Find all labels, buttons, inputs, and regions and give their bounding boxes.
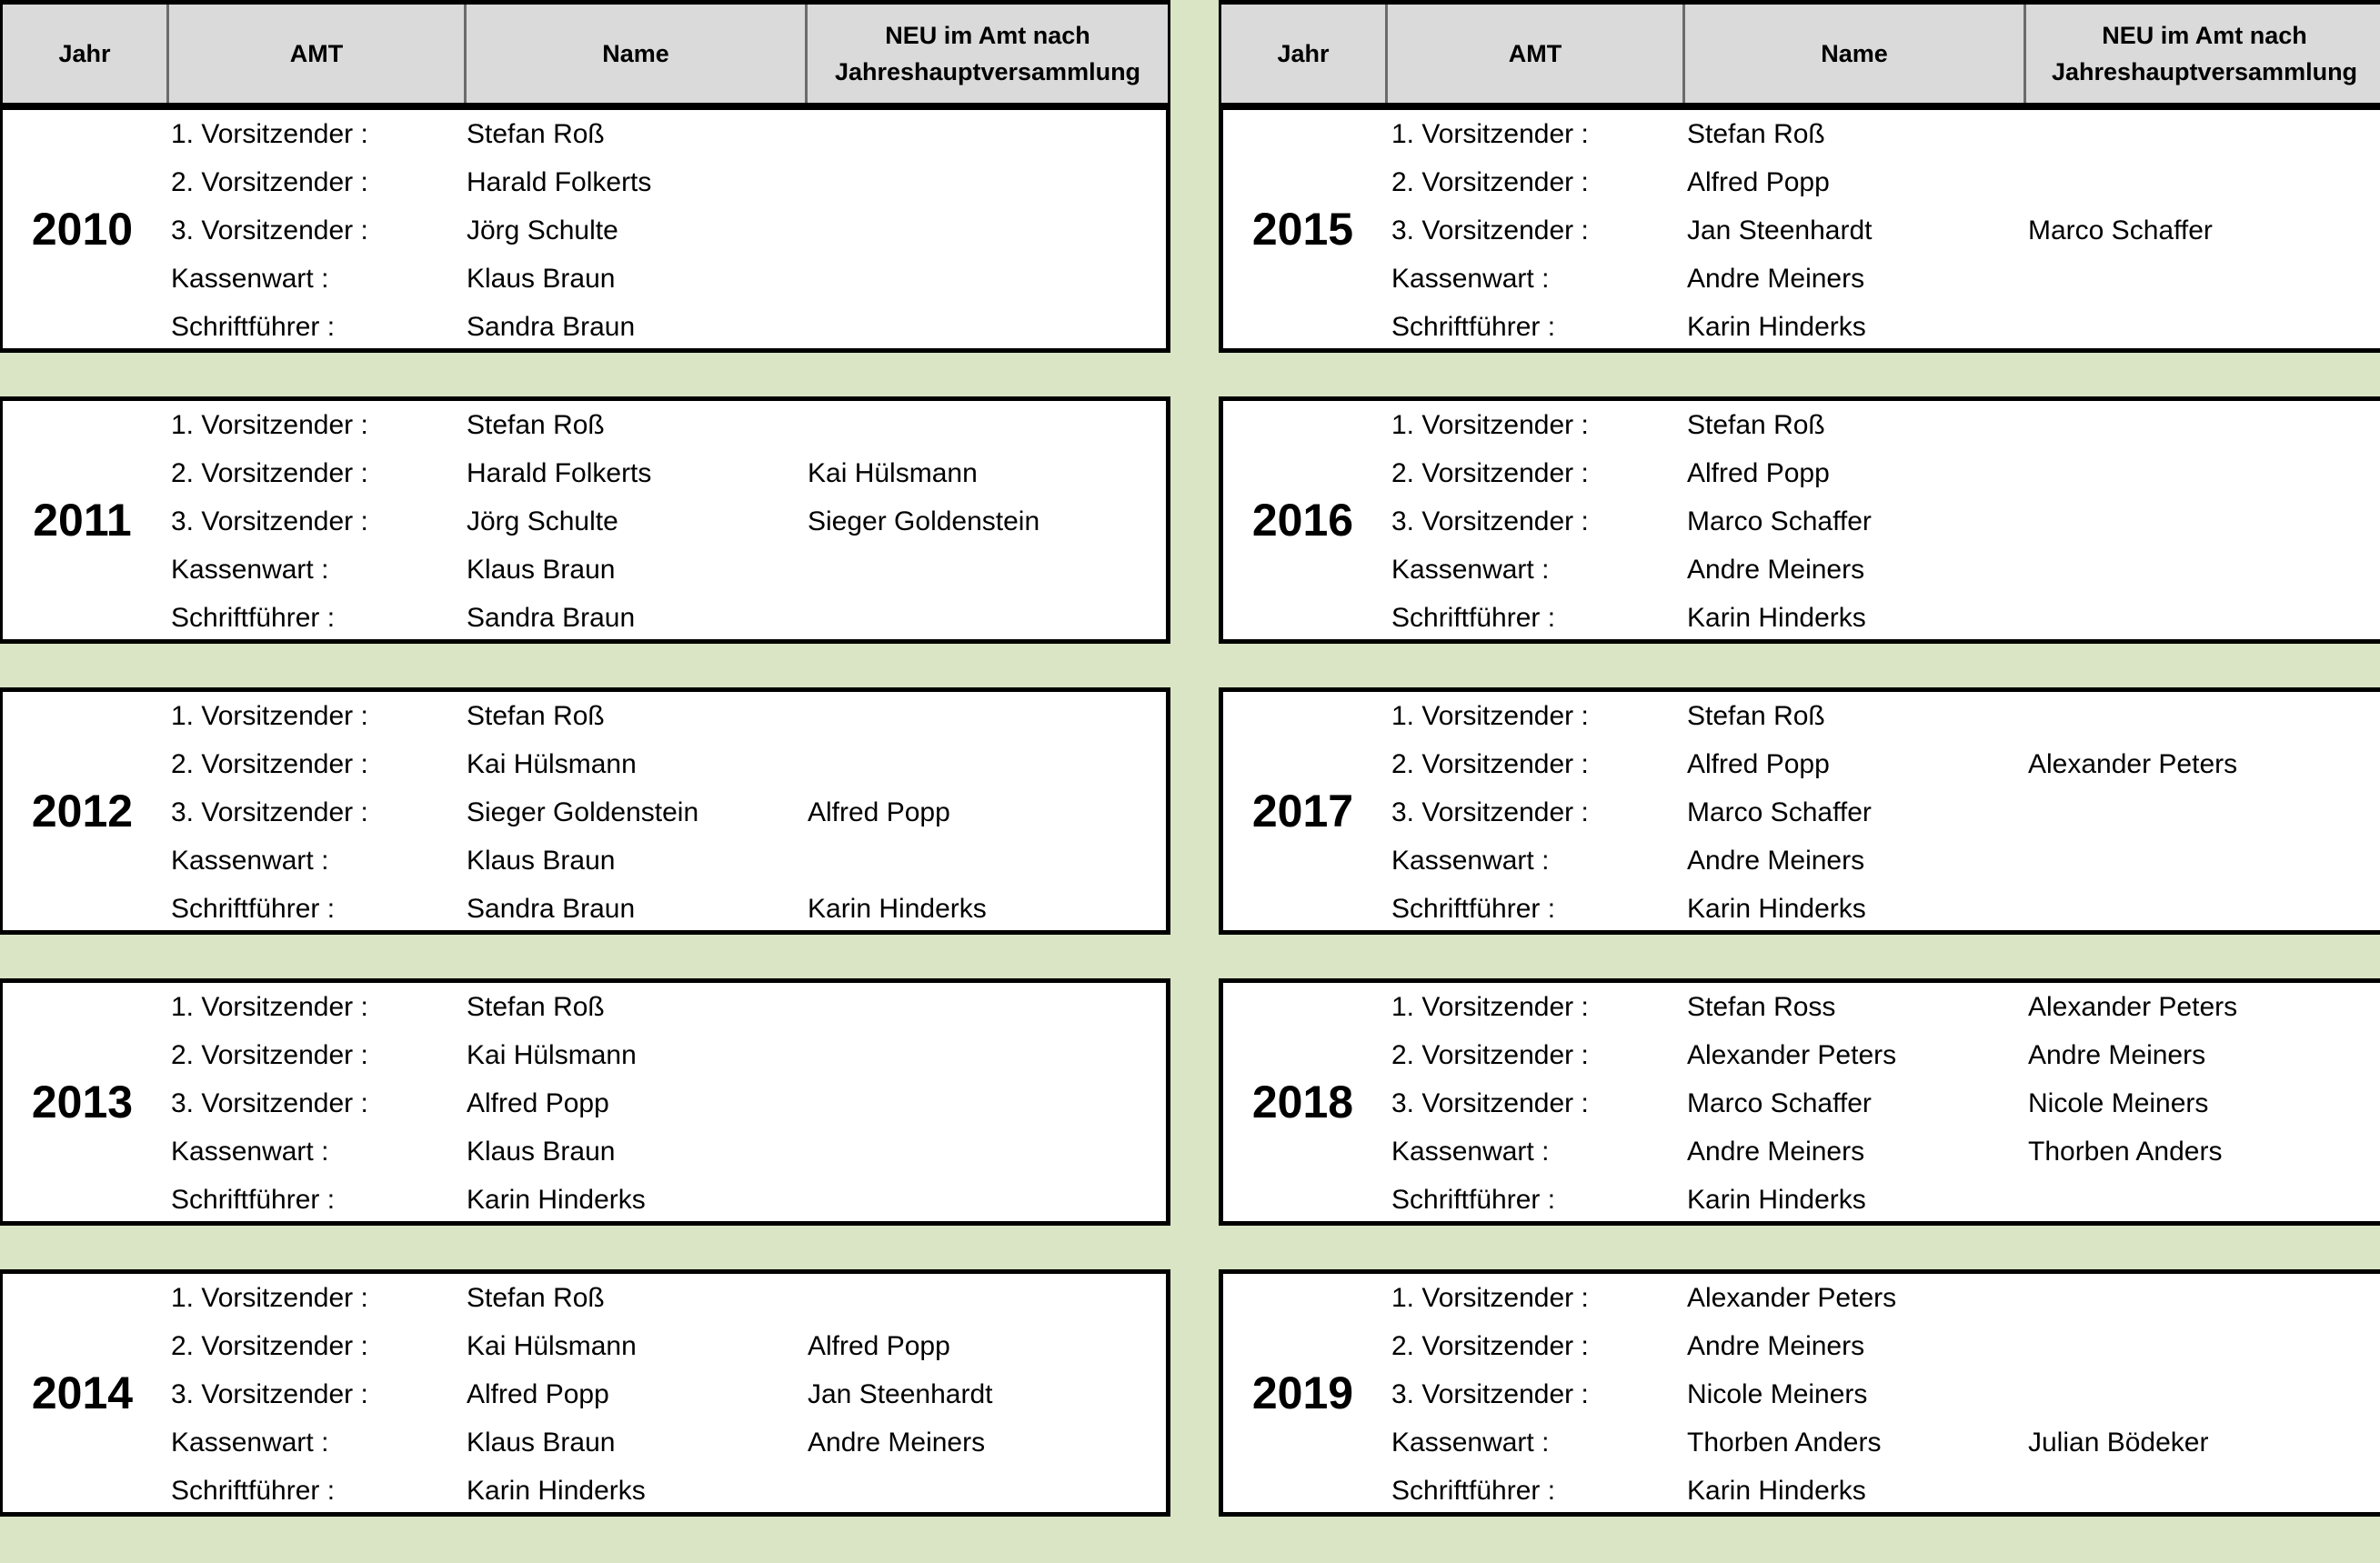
office-cell: 3. Vorsitzender : <box>1391 506 1589 536</box>
name-cell: Harald Folkerts <box>467 458 652 488</box>
table-row <box>1223 1079 2380 1127</box>
table-row <box>3 401 1166 449</box>
year-block <box>1219 1269 2380 1517</box>
table-row <box>3 110 1166 158</box>
new-officer-cell: Julian Bödeker <box>2028 1428 2209 1458</box>
name-cell: Klaus Braun <box>467 1428 616 1458</box>
table-row <box>3 1176 1166 1224</box>
new-officer-cell: Andre Meiners <box>2028 1040 2206 1070</box>
name-cell: Alexander Peters <box>1687 1040 1897 1070</box>
table-row <box>1223 158 2380 206</box>
table-row <box>3 255 1166 303</box>
name-cell: Stefan Roß <box>1687 410 1825 440</box>
header-jahr: Jahr <box>1277 40 1330 67</box>
name-cell: Stefan Roß <box>467 701 605 731</box>
office-cell: 2. Vorsitzender : <box>1391 1040 1589 1070</box>
office-cell: 3. Vorsitzender : <box>171 797 368 827</box>
header-neu-line2: Jahreshauptversammlung <box>834 58 1141 85</box>
table-row <box>3 206 1166 255</box>
name-cell: Thorben Anders <box>1687 1428 1882 1458</box>
year-label: 2018 <box>1251 1077 1354 1127</box>
table-row <box>3 837 1166 885</box>
name-cell: Andre Meiners <box>1687 1137 1865 1167</box>
name-cell: Karin Hinderks <box>467 1185 646 1215</box>
table-row <box>3 546 1166 594</box>
table-row <box>3 594 1166 642</box>
table-row <box>3 1370 1166 1418</box>
year-label: 2019 <box>1251 1368 1354 1418</box>
table-row <box>3 1079 1166 1127</box>
table-row <box>3 1322 1166 1370</box>
new-officer-cell: Alfred Popp <box>808 1331 950 1361</box>
table-row <box>1223 1274 2380 1322</box>
table-row <box>1223 1176 2380 1224</box>
table-row <box>1223 303 2380 351</box>
office-cell: Schriftführer : <box>171 894 336 924</box>
office-cell: Schriftführer : <box>171 312 336 342</box>
name-cell: Alfred Popp <box>1687 458 1830 488</box>
year-block <box>0 1269 1170 1517</box>
table-row <box>3 1031 1166 1079</box>
table-row <box>1223 885 2380 933</box>
name-cell: Alfred Popp <box>1687 749 1830 779</box>
year-block <box>1219 396 2380 644</box>
office-cell: 1. Vorsitzender : <box>171 410 368 440</box>
name-cell: Karin Hinderks <box>1687 1185 1866 1215</box>
table-row <box>3 692 1166 740</box>
table-row <box>1223 449 2380 497</box>
header-neu-line1: NEU im Amt nach <box>2102 22 2307 49</box>
name-cell: Andre Meiners <box>1687 555 1865 585</box>
office-cell: Kassenwart : <box>1391 264 1550 294</box>
new-officer-cell: Marco Schaffer <box>2028 215 2213 245</box>
name-cell: Stefan Roß <box>1687 119 1825 149</box>
header-neu <box>2024 5 2380 103</box>
year-block <box>0 687 1170 935</box>
office-cell: Schriftführer : <box>1391 1185 1556 1215</box>
new-officer-cell: Alexander Peters <box>2028 749 2238 779</box>
name-cell: Jan Steenhardt <box>1687 215 1873 245</box>
table-row <box>1223 1031 2380 1079</box>
office-cell: 1. Vorsitzender : <box>1391 992 1589 1022</box>
office-cell: Kassenwart : <box>171 555 329 585</box>
office-cell: 3. Vorsitzender : <box>1391 797 1589 827</box>
table-row <box>3 1274 1166 1322</box>
year-label: 2015 <box>1251 204 1354 255</box>
name-cell: Klaus Braun <box>467 846 616 876</box>
name-cell: Alfred Popp <box>1687 167 1830 197</box>
name-cell: Kai Hülsmann <box>467 749 637 779</box>
table-row <box>3 983 1166 1031</box>
table-row <box>1223 497 2380 546</box>
new-officer-cell: Alfred Popp <box>808 797 950 827</box>
office-cell: 2. Vorsitzender : <box>171 1331 368 1361</box>
name-cell: Andre Meiners <box>1687 846 1865 876</box>
office-cell: Schriftführer : <box>171 603 336 633</box>
table-row <box>3 740 1166 788</box>
new-officer-cell: Karin Hinderks <box>808 894 987 924</box>
table-row <box>1223 837 2380 885</box>
header-amt: AMT <box>166 5 464 103</box>
table-row <box>1223 1322 2380 1370</box>
name-cell: Stefan Ross <box>1687 992 1836 1022</box>
year-block <box>1219 105 2380 353</box>
table-row <box>1223 206 2380 255</box>
name-cell: Karin Hinderks <box>1687 1476 1866 1506</box>
office-cell: 2. Vorsitzender : <box>171 749 368 779</box>
office-cell: 1. Vorsitzender : <box>171 119 368 149</box>
table-row <box>3 1127 1166 1176</box>
table-row <box>1223 1467 2380 1515</box>
table-row <box>3 1467 1166 1515</box>
header-neu <box>805 5 1168 103</box>
table-row <box>1223 788 2380 837</box>
office-cell: 2. Vorsitzender : <box>171 458 368 488</box>
office-cell: 1. Vorsitzender : <box>1391 410 1589 440</box>
name-cell: Alfred Popp <box>467 1379 609 1409</box>
name-cell: Alfred Popp <box>467 1088 609 1118</box>
year-block <box>0 978 1170 1226</box>
new-officer-cell: Thorben Anders <box>2028 1137 2223 1167</box>
table-row <box>1223 1418 2380 1467</box>
new-officer-cell: Andre Meiners <box>808 1428 986 1458</box>
name-cell: Kai Hülsmann <box>467 1331 637 1361</box>
office-cell: Schriftführer : <box>1391 603 1556 633</box>
year-block <box>0 396 1170 644</box>
name-cell: Sandra Braun <box>467 894 636 924</box>
name-cell: Andre Meiners <box>1687 264 1865 294</box>
office-cell: Kassenwart : <box>1391 846 1550 876</box>
header-row-left <box>0 0 1170 107</box>
table-row <box>1223 255 2380 303</box>
header-amt: AMT <box>1385 5 1682 103</box>
header-neu-line1: NEU im Amt nach <box>885 22 1090 49</box>
name-cell: Marco Schaffer <box>1687 1088 1872 1118</box>
office-cell: 1. Vorsitzender : <box>1391 1283 1589 1313</box>
office-cell: 2. Vorsitzender : <box>171 167 368 197</box>
year-block <box>1219 687 2380 935</box>
office-cell: 1. Vorsitzender : <box>171 1283 368 1313</box>
header-name: Name <box>1682 5 2024 103</box>
office-cell: 3. Vorsitzender : <box>171 1379 368 1409</box>
name-cell: Karin Hinderks <box>467 1476 646 1506</box>
table-row <box>1223 983 2380 1031</box>
office-cell: 3. Vorsitzender : <box>171 1088 368 1118</box>
office-cell: 3. Vorsitzender : <box>171 215 368 245</box>
name-cell: Sandra Braun <box>467 603 636 633</box>
office-cell: 3. Vorsitzender : <box>171 506 368 536</box>
office-cell: 2. Vorsitzender : <box>1391 458 1589 488</box>
name-cell: Andre Meiners <box>1687 1331 1865 1361</box>
name-cell: Klaus Braun <box>467 555 616 585</box>
table-row <box>3 303 1166 351</box>
new-officer-cell: Alexander Peters <box>2028 992 2238 1022</box>
new-officer-cell: Jan Steenhardt <box>808 1379 993 1409</box>
office-cell: 2. Vorsitzender : <box>1391 167 1589 197</box>
table-row <box>3 885 1166 933</box>
table-row <box>3 788 1166 837</box>
table-row <box>1223 594 2380 642</box>
office-cell: Kassenwart : <box>171 264 329 294</box>
table-row <box>3 449 1166 497</box>
name-cell: Stefan Roß <box>467 410 605 440</box>
office-cell: 1. Vorsitzender : <box>171 992 368 1022</box>
name-cell: Jörg Schulte <box>467 215 618 245</box>
name-cell: Sandra Braun <box>467 312 636 342</box>
name-cell: Stefan Roß <box>467 119 605 149</box>
new-officer-cell: Sieger Goldenstein <box>808 506 1040 536</box>
office-cell: 3. Vorsitzender : <box>1391 215 1589 245</box>
name-cell: Marco Schaffer <box>1687 797 1872 827</box>
name-cell: Kai Hülsmann <box>467 1040 637 1070</box>
year-label: 2016 <box>1251 495 1354 546</box>
name-cell: Karin Hinderks <box>1687 894 1866 924</box>
year-label: 2012 <box>31 786 134 837</box>
table-row <box>3 497 1166 546</box>
new-officer-cell: Nicole Meiners <box>2028 1088 2209 1118</box>
table-row <box>1223 740 2380 788</box>
name-cell: Alexander Peters <box>1687 1283 1897 1313</box>
office-cell: Schriftführer : <box>171 1185 336 1215</box>
name-cell: Stefan Roß <box>467 1283 605 1313</box>
office-cell: Kassenwart : <box>1391 1428 1550 1458</box>
year-label: 2017 <box>1251 786 1354 837</box>
table-row <box>1223 401 2380 449</box>
name-cell: Klaus Braun <box>467 264 616 294</box>
name-cell: Klaus Braun <box>467 1137 616 1167</box>
year-block <box>0 105 1170 353</box>
year-label: 2010 <box>31 204 134 255</box>
office-cell: 3. Vorsitzender : <box>1391 1379 1589 1409</box>
office-cell: 1. Vorsitzender : <box>1391 119 1589 149</box>
name-cell: Harald Folkerts <box>467 167 652 197</box>
name-cell: Marco Schaffer <box>1687 506 1872 536</box>
office-cell: Kassenwart : <box>171 1428 329 1458</box>
name-cell: Jörg Schulte <box>467 506 618 536</box>
office-cell: 2. Vorsitzender : <box>171 1040 368 1070</box>
header-name: Name <box>464 5 805 103</box>
office-cell: Kassenwart : <box>1391 1137 1550 1167</box>
header-neu-line2: Jahreshauptversammlung <box>2051 58 2358 85</box>
name-cell: Karin Hinderks <box>1687 312 1866 342</box>
name-cell: Stefan Roß <box>1687 701 1825 731</box>
office-cell: 2. Vorsitzender : <box>1391 1331 1589 1361</box>
office-cell: 1. Vorsitzender : <box>171 701 368 731</box>
table-row <box>1223 1370 2380 1418</box>
year-label: 2011 <box>33 495 132 546</box>
header-row-right <box>1219 0 2380 107</box>
name-cell: Sieger Goldenstein <box>467 797 699 827</box>
office-cell: Schriftführer : <box>1391 1476 1556 1506</box>
table-row <box>3 1418 1166 1467</box>
office-cell: Kassenwart : <box>171 1137 329 1167</box>
table-row <box>1223 546 2380 594</box>
office-cell: Schriftführer : <box>1391 894 1556 924</box>
office-cell: Schriftführer : <box>1391 312 1556 342</box>
office-cell: Schriftführer : <box>171 1476 336 1506</box>
office-cell: 2. Vorsitzender : <box>1391 749 1589 779</box>
year-label: 2014 <box>31 1368 134 1418</box>
table-row <box>1223 110 2380 158</box>
name-cell: Karin Hinderks <box>1687 603 1866 633</box>
year-block <box>1219 978 2380 1226</box>
table-row <box>1223 692 2380 740</box>
office-cell: Kassenwart : <box>171 846 329 876</box>
new-officer-cell: Kai Hülsmann <box>808 458 978 488</box>
name-cell: Nicole Meiners <box>1687 1379 1868 1409</box>
table-row <box>3 158 1166 206</box>
year-label: 2013 <box>31 1077 134 1127</box>
office-cell: Kassenwart : <box>1391 555 1550 585</box>
header-jahr: Jahr <box>58 40 111 67</box>
name-cell: Stefan Roß <box>467 992 605 1022</box>
office-cell: 3. Vorsitzender : <box>1391 1088 1589 1118</box>
table-row <box>1223 1127 2380 1176</box>
office-cell: 1. Vorsitzender : <box>1391 701 1589 731</box>
